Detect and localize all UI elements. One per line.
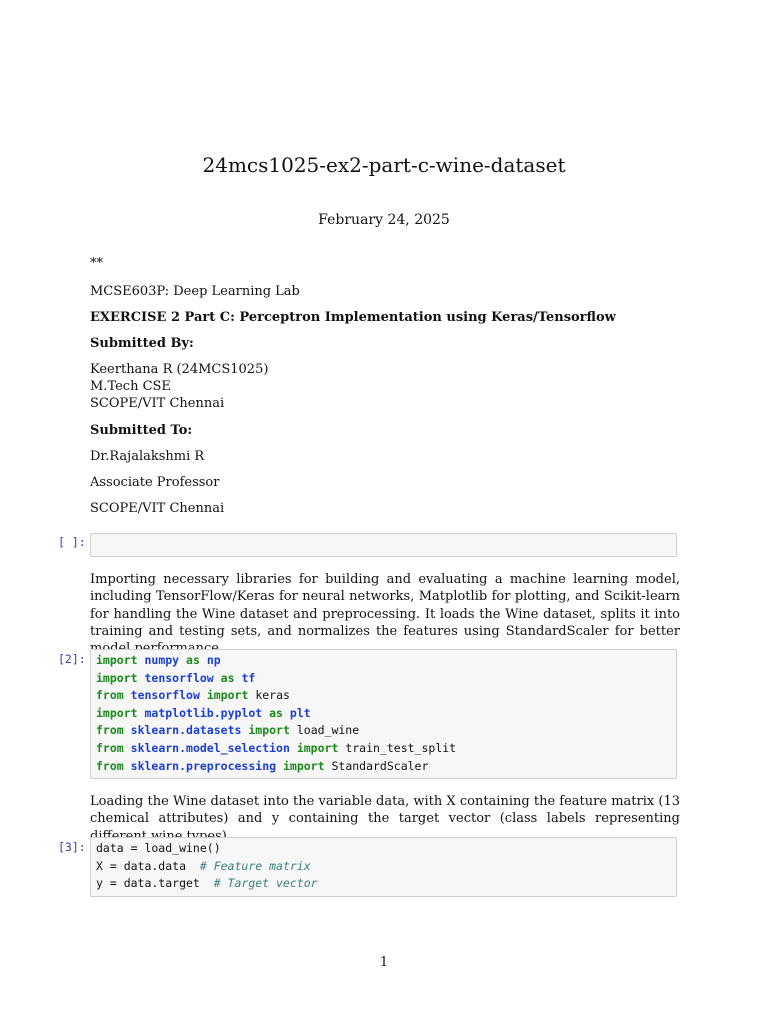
stars-marker: ** [90,256,103,271]
code-statement: data = load_wine() [96,841,221,855]
code-line [96,652,671,670]
cell-2-prompt: [2]: [58,652,86,666]
code-imports [91,650,676,777]
cell-3-prompt: [3]: [58,840,86,854]
code-module: sklearn.preprocessing [130,758,277,773]
code-line [96,758,671,776]
code-keyword: import [96,653,138,667]
description-paragraph-2: Loading the Wine dataset into the variable data, with X containing the feature matrix (13 chemical attributes) and y containing the target vector (class labels representing [90,794,680,827]
code-module: matplotlib.pyplot [144,705,263,720]
code-statement: X = data.data [96,858,200,873]
document-date: February 24, 2025 [318,212,450,228]
code-line [96,670,671,688]
code-keyword: import [282,758,325,773]
code-cell-load-data[interactable] [90,837,677,897]
description-paragraph-1: Importing necessary libraries for building and evaluating a machine learning model, including TensorFlow/Keras for neural networks, Matplotlib for plotting, and Scikit-learn for handling the Wine dataset and preprocessing. It loads the Wine dataset, splits it into training and testing sets, and normalizes the features using StandardScaler for better [90,572,680,639]
code-comment: # Target vector [213,876,318,891]
code-module: tensorflow [144,670,214,685]
code-keyword: from [96,758,124,773]
code-keyword: as [220,670,235,685]
code-keyword: import [96,670,138,685]
code-keyword: from [96,740,124,755]
empty-code-cell[interactable] [90,533,677,557]
header-block [90,255,680,517]
professor-name: Dr.Rajalakshmi R [90,449,205,464]
code-alias: np [206,653,221,667]
code-line [96,687,671,705]
code-line [96,875,671,893]
code-statement: y = data.target [96,876,214,891]
page-number: 1 [379,955,389,970]
code-line [96,858,671,876]
student-dept: SCOPE/VIT Chennai [90,396,225,411]
code-name: train_test_split [345,740,457,755]
student-program: M.Tech CSE [90,379,171,394]
code-keyword: from [96,723,124,738]
code-keyword: from [96,688,124,703]
code-keyword: as [186,653,200,667]
code-line [96,705,671,723]
code-alias: tf [241,670,256,685]
code-module: tensorflow [130,688,200,703]
submitted-by-heading: Submitted By: [90,336,194,351]
code-line [96,722,671,740]
student-name: Keerthana R (24MCS1025) [90,362,269,377]
code-name: keras [255,688,290,703]
exercise-title: EXERCISE 2 Part C: Perceptron Implementation using Keras/Tensorflow [90,310,616,325]
code-name: StandardScaler [331,758,429,773]
code-comment: # Feature matrix [199,858,311,873]
professor-designation: Associate Professor [90,475,220,490]
code-keyword: import [96,705,138,720]
code-alias: plt [289,705,311,720]
code-keyword: import [206,688,249,703]
code-line [96,840,671,858]
code-module: sklearn.model_selection [130,740,290,755]
course-name: MCSE603P: Deep Learning Lab [90,284,300,299]
code-load-data [91,838,676,895]
code-keyword: as [269,705,283,720]
code-module: sklearn.datasets [130,723,242,738]
document-title: 24mcs1025-ex2-part-c-wine-dataset [202,153,566,177]
code-line [96,740,671,758]
empty-cell-prompt: [ ]: [58,535,86,549]
code-keyword: import [248,723,290,738]
code-cell-imports[interactable] [90,649,677,779]
code-name: load_wine [296,723,360,738]
professor-dept: SCOPE/VIT Chennai [90,501,225,516]
submitted-to-heading: Submitted To: [90,423,193,438]
code-keyword: import [296,740,339,755]
code-module: numpy [144,653,180,667]
